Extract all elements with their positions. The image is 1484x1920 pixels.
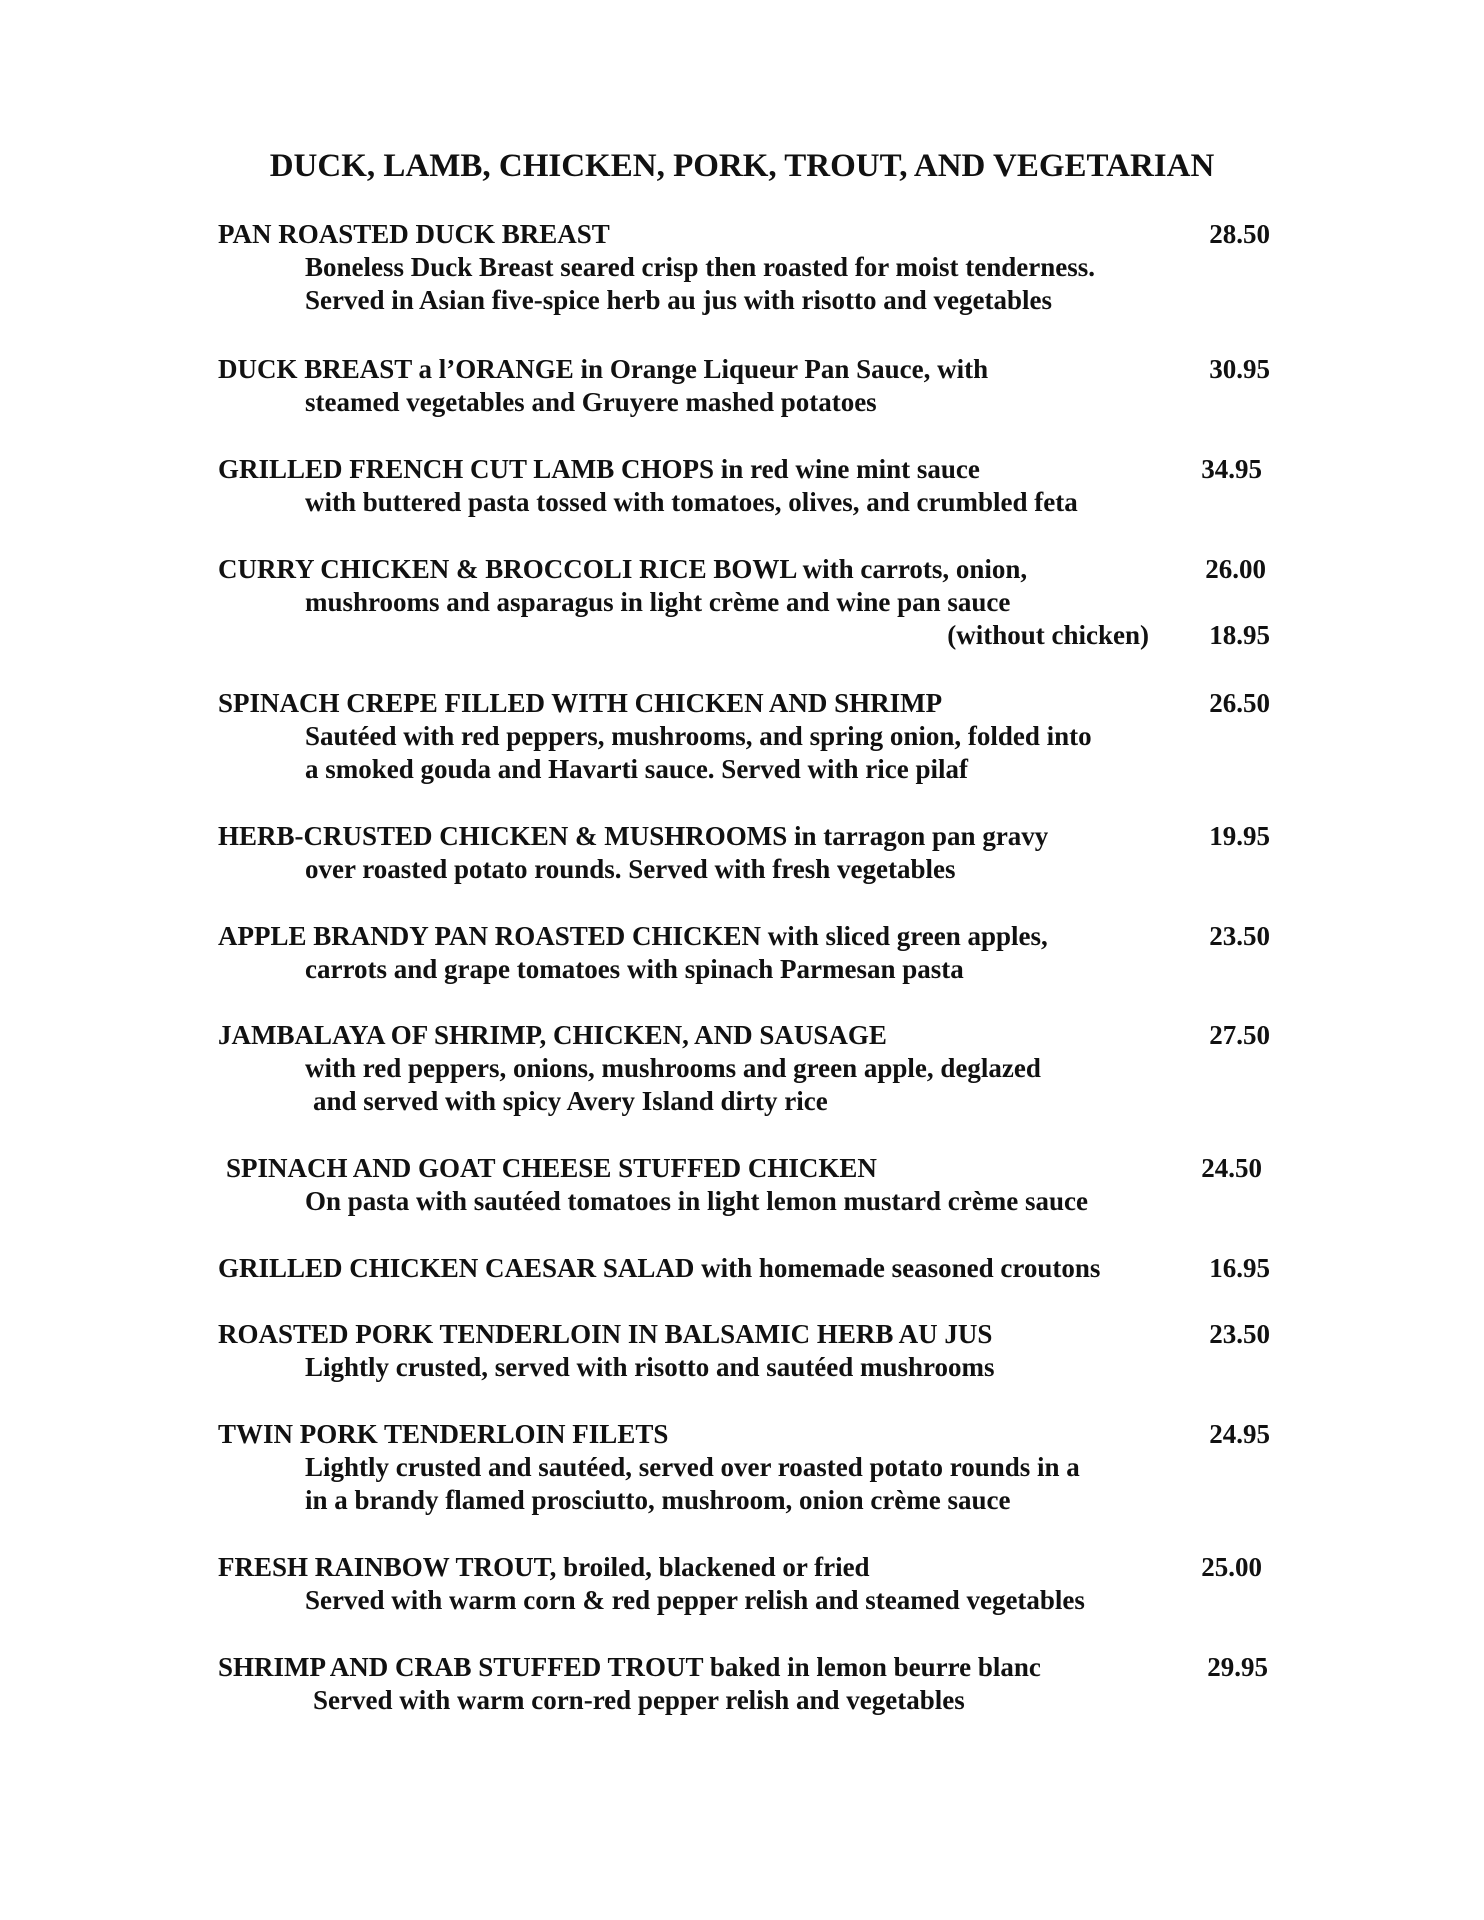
menu-item-curry-chicken-rice-bowl bbox=[218, 553, 1276, 652]
item-price: 34.95 bbox=[1201, 454, 1262, 484]
item-description: with buttered pasta tossed with tomatoes, olives, and crumbled feta bbox=[305, 487, 1078, 517]
item-name: TWIN PORK TENDERLOIN FILETS bbox=[218, 1419, 669, 1449]
menu-item-duck-breast-a-lorange bbox=[218, 353, 1276, 419]
menu-item-twin-pork-tenderloin-filets bbox=[218, 1418, 1276, 1517]
item-description: steamed vegetables and Gruyere mashed potatoes bbox=[305, 387, 877, 417]
item-price: 19.95 bbox=[1209, 821, 1270, 851]
menu-item-herb-crusted-chicken bbox=[218, 820, 1276, 886]
item-price: 24.50 bbox=[1201, 1153, 1262, 1183]
item-description: with red peppers, onions, mushrooms and green apple, deglazed bbox=[305, 1053, 1041, 1083]
item-price: 27.50 bbox=[1209, 1020, 1270, 1050]
item-description: Lightly crusted and sautéed, served over roasted potato rounds in a bbox=[305, 1452, 1080, 1482]
menu-item-shrimp-crab-stuffed-trout bbox=[218, 1651, 1276, 1717]
item-name: SHRIMP AND CRAB STUFFED TROUT baked in lemon beurre blanc bbox=[218, 1652, 1041, 1682]
menu-item-chicken-caesar-salad bbox=[218, 1252, 1276, 1285]
item-name: SPINACH CREPE FILLED WITH CHICKEN AND SHRIMP bbox=[218, 688, 943, 718]
item-description: On pasta with sautéed tomatoes in light lemon mustard crème sauce bbox=[305, 1186, 1088, 1216]
item-price: 26.50 bbox=[1209, 688, 1270, 718]
menu-item-spinach-crepe bbox=[218, 687, 1276, 786]
item-name: GRILLED FRENCH CUT LAMB CHOPS in red wine mint sauce bbox=[218, 454, 980, 484]
item-price: 23.50 bbox=[1209, 1319, 1270, 1349]
item-name: PAN ROASTED DUCK BREAST bbox=[218, 219, 610, 249]
item-price: 26.00 bbox=[1205, 554, 1266, 584]
menu-item-roasted-pork-tenderloin bbox=[218, 1318, 1276, 1384]
item-description: in a brandy flamed prosciutto, mushroom, onion crème sauce bbox=[305, 1485, 1011, 1515]
item-description: Lightly crusted, served with risotto and sautéed mushrooms bbox=[305, 1352, 995, 1382]
item-price: 23.50 bbox=[1209, 921, 1270, 951]
item-description: and served with spicy Avery Island dirty rice bbox=[313, 1086, 828, 1116]
item-description: over roasted potato rounds. Served with fresh vegetables bbox=[305, 854, 956, 884]
item-description: Served with warm corn-red pepper relish and vegetables bbox=[313, 1685, 965, 1715]
item-description: Sautéed with red peppers, mushrooms, and spring onion, folded into bbox=[305, 721, 1092, 751]
item-name: CURRY CHICKEN & BROCCOLI RICE BOWL with carrots, onion, bbox=[218, 554, 1028, 584]
item-variant-price: 18.95 bbox=[1209, 620, 1270, 650]
item-description: Served with warm corn & red pepper relish and steamed vegetables bbox=[305, 1585, 1085, 1615]
item-price: 24.95 bbox=[1209, 1419, 1270, 1449]
menu-item-fresh-rainbow-trout bbox=[218, 1551, 1276, 1617]
menu-title: DUCK, LAMB, CHICKEN, PORK, TROUT, AND VEGETARIAN bbox=[269, 148, 1215, 184]
item-name: FRESH RAINBOW TROUT, broiled, blackened or fried bbox=[218, 1552, 870, 1582]
item-name: HERB-CRUSTED CHICKEN & MUSHROOMS in tarragon pan gravy bbox=[218, 821, 1049, 851]
item-price: 16.95 bbox=[1209, 1253, 1270, 1283]
item-price: 29.95 bbox=[1207, 1652, 1268, 1682]
item-name: JAMBALAYA OF SHRIMP, CHICKEN, AND SAUSAGE bbox=[218, 1020, 887, 1050]
item-description: a smoked gouda and Havarti sauce. Served with rice pilaf bbox=[305, 754, 969, 784]
item-name: GRILLED CHICKEN CAESAR SALAD with homemade seasoned croutons bbox=[218, 1253, 1101, 1283]
item-description: Served in Asian five-spice herb au jus with risotto and vegetables bbox=[305, 285, 1053, 315]
menu-item-lamb-chops bbox=[218, 453, 1276, 519]
item-price: 28.50 bbox=[1209, 219, 1270, 249]
item-variant-label: (without chicken) bbox=[947, 620, 1149, 650]
item-description: mushrooms and asparagus in light crème and wine pan sauce bbox=[305, 587, 1011, 617]
menu-item-goat-cheese-stuffed-chicken bbox=[218, 1152, 1276, 1218]
item-name: DUCK BREAST a l’ORANGE in Orange Liqueur Pan Sauce, with bbox=[218, 354, 989, 384]
item-description: carrots and grape tomatoes with spinach Parmesan pasta bbox=[305, 954, 964, 984]
item-name: ROASTED PORK TENDERLOIN IN BALSAMIC HERB AU JUS bbox=[218, 1319, 993, 1349]
item-price: 25.00 bbox=[1201, 1552, 1262, 1582]
item-name: SPINACH AND GOAT CHEESE STUFFED CHICKEN bbox=[226, 1153, 877, 1183]
item-name: APPLE BRANDY PAN ROASTED CHICKEN with sliced green apples, bbox=[218, 921, 1048, 951]
menu-item-pan-roasted-duck-breast bbox=[218, 218, 1276, 317]
menu-item-jambalaya bbox=[218, 1019, 1276, 1118]
item-price: 30.95 bbox=[1209, 354, 1270, 384]
menu-item-apple-brandy-chicken bbox=[218, 920, 1276, 986]
item-description: Boneless Duck Breast seared crisp then roasted for moist tenderness. bbox=[305, 252, 1095, 282]
